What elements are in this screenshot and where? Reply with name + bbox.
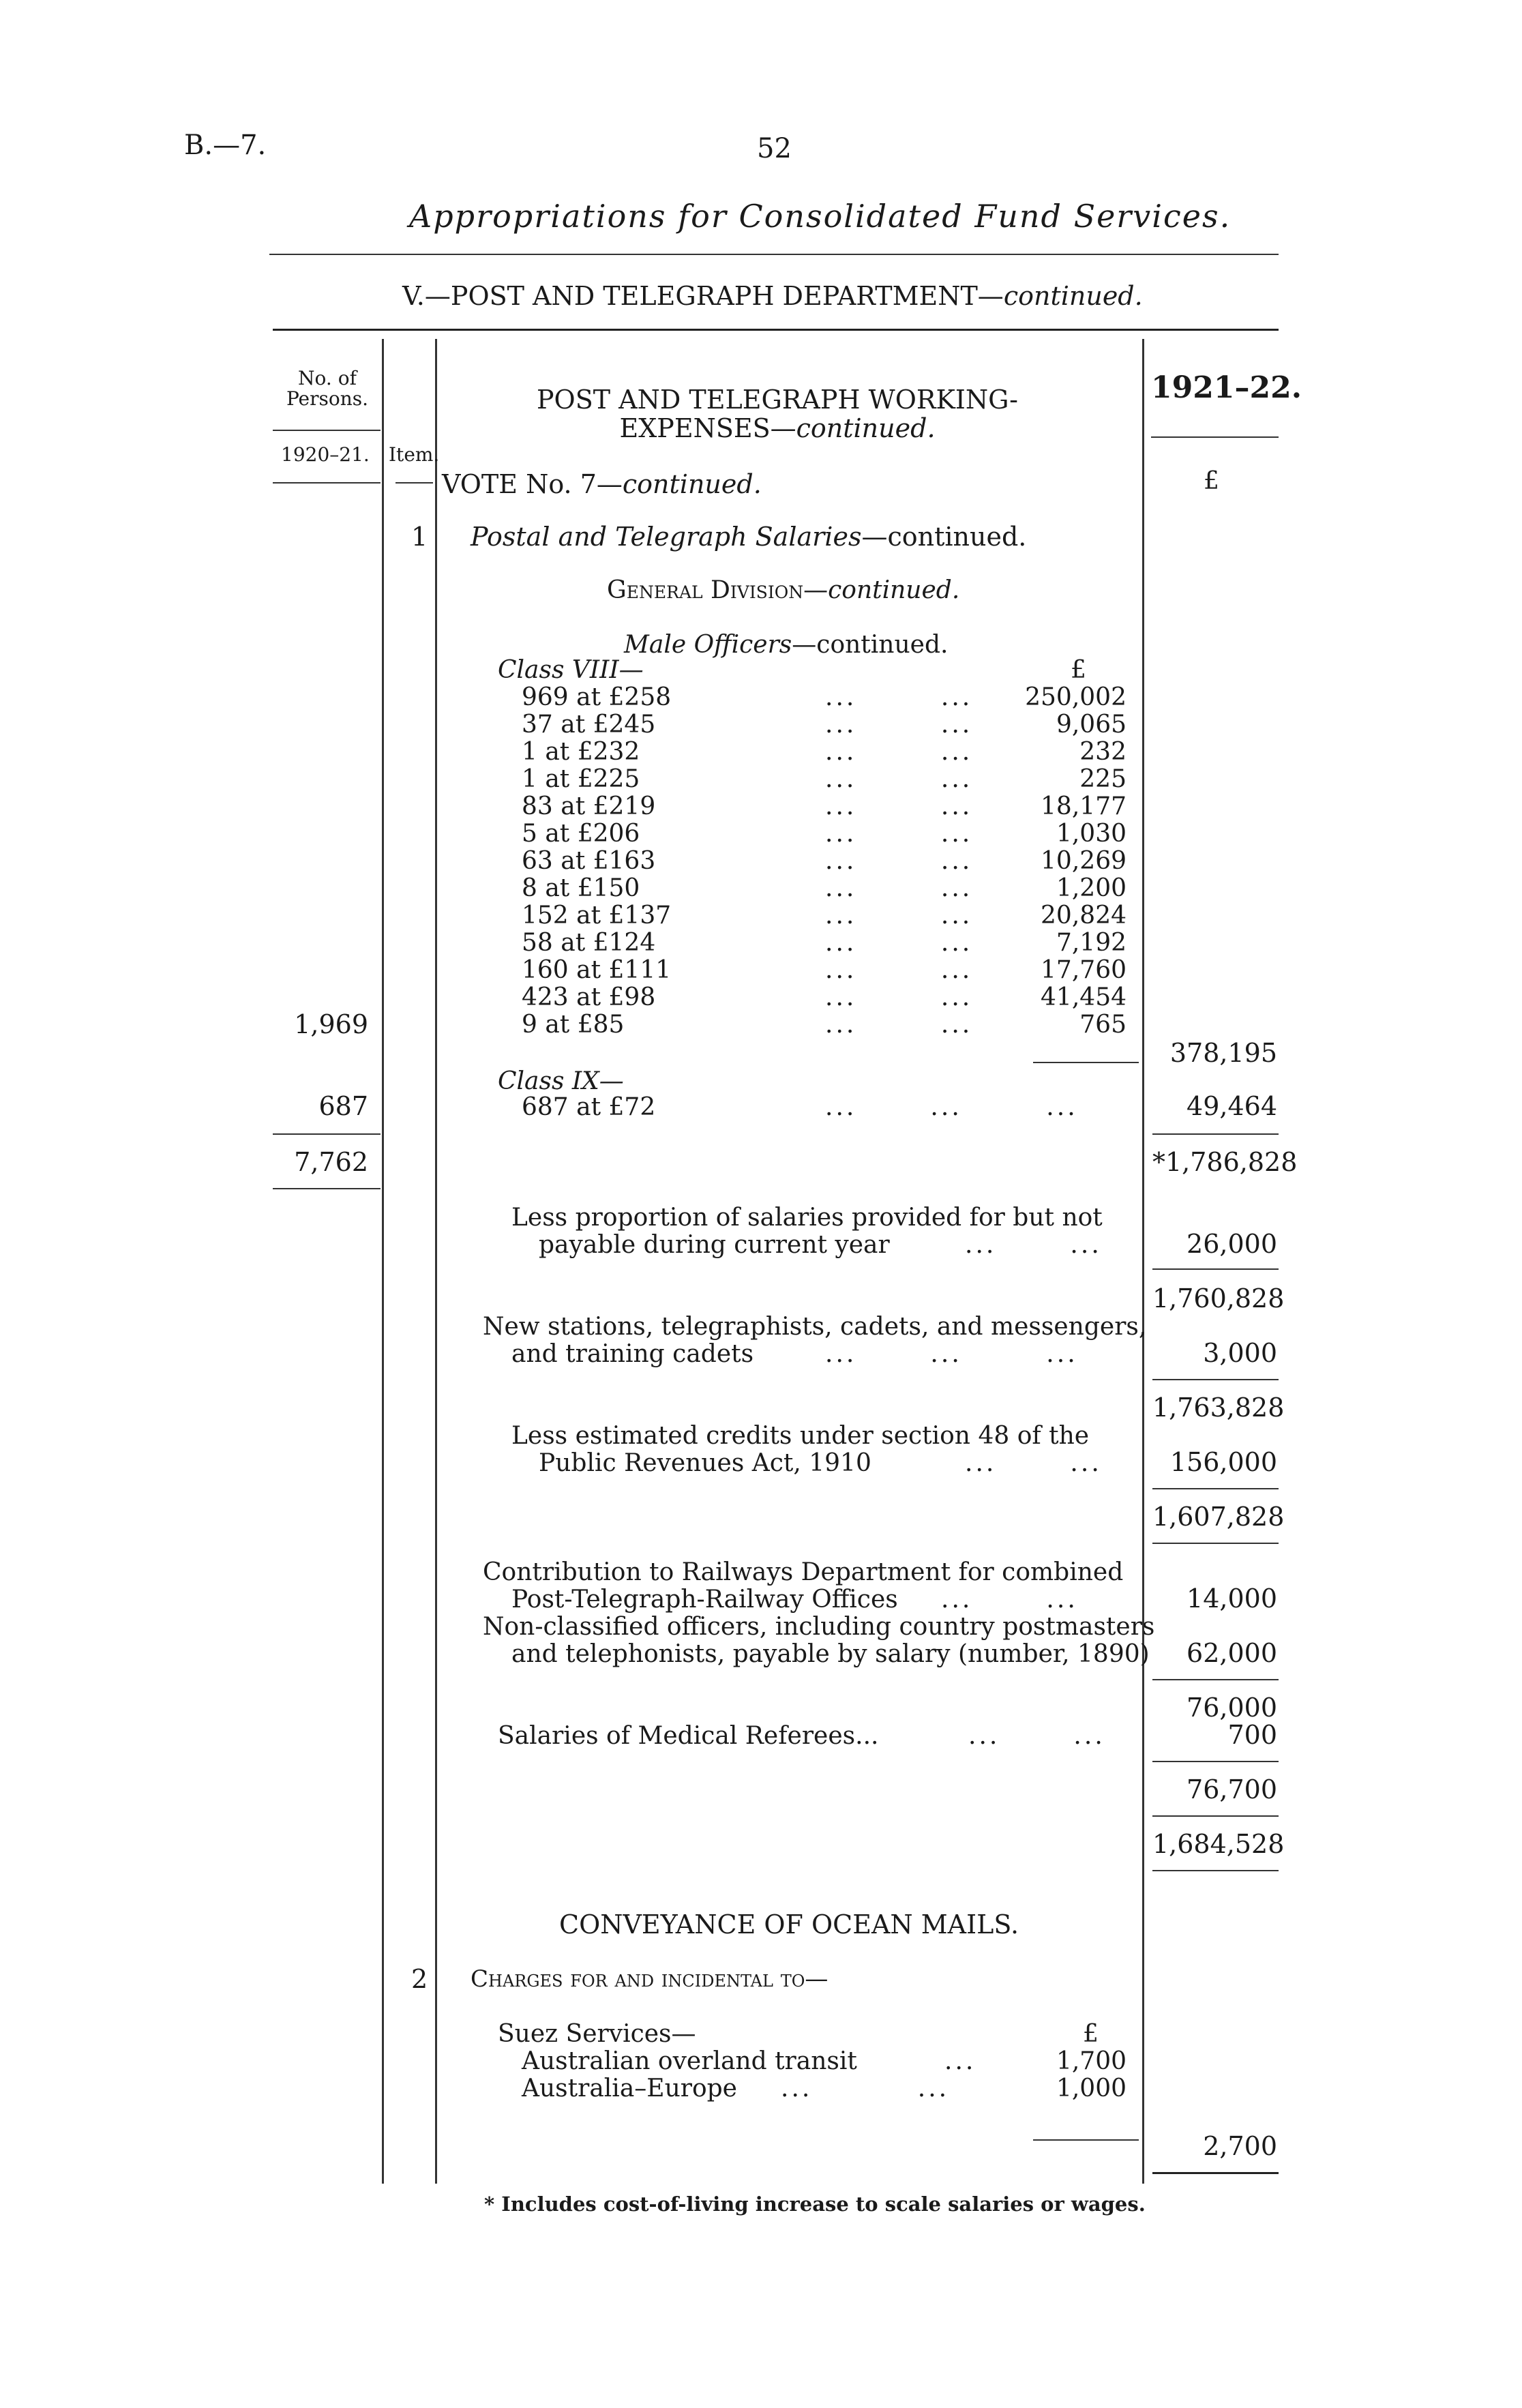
class-viii-row-amount: 225 (1079, 765, 1126, 793)
leader-dots: ... ... (825, 956, 973, 984)
leader-dots: ... ... (825, 902, 973, 930)
suez-row-amount: 1,700 (1056, 2047, 1126, 2075)
class-viii-currency: £ (1071, 656, 1086, 684)
leader-dots: ... ... (825, 683, 973, 711)
amount-total-rule-top (1152, 1133, 1279, 1135)
subtotal-rule-2 (1152, 1379, 1279, 1380)
leader-dots: ... ... (825, 929, 973, 957)
footnote: * Includes cost-of-living increase to scale salaries or wages. (484, 2193, 1146, 2216)
subtotal-1: 1,760,828 (1152, 1283, 1285, 1313)
medical-referees-label: Salaries of Medical Referees... (498, 1722, 879, 1750)
leader-dots: ... ... ... (825, 1093, 1078, 1121)
grand-persons-total: 7,762 (294, 1147, 368, 1177)
suez-currency: £ (1083, 2020, 1099, 2048)
leader-dots: ... ... (825, 820, 973, 848)
less-proportion-line2: payable during current year (539, 1231, 890, 1259)
contribution-line1: Contribution to Railways Department for combined (483, 1558, 1124, 1586)
department-continued: continued. (1003, 281, 1143, 311)
class-viii-row-label: 63 at £163 (522, 847, 656, 875)
class-viii-row-label: 160 at £111 (522, 956, 672, 984)
item-column-rule (435, 339, 437, 2184)
class-ix-row-label: 687 at £72 (522, 1093, 656, 1121)
class-ix-total: 49,464 (1187, 1091, 1277, 1121)
class-ix-heading: Class IX— (498, 1067, 624, 1095)
amount-year-heading: 1921–22. (1151, 370, 1302, 405)
class-viii-row-amount: 9,065 (1056, 711, 1126, 739)
department-name: V.—POST AND TELEGRAPH DEPARTMENT— (402, 281, 1004, 311)
class-viii-row-label: 37 at £245 (522, 711, 656, 739)
leader-dots: ... ... (825, 847, 973, 875)
leader-dots: ... ... (825, 983, 973, 1011)
charges-heading: Charges for and incidental to— (471, 1965, 829, 1993)
class-viii-row-label: 1 at £232 (522, 738, 640, 766)
amount-heading-rule (1151, 436, 1279, 438)
section-title-line1: POST AND TELEGRAPH WORKING- (536, 385, 1019, 415)
suez-services-heading: Suez Services— (498, 2020, 696, 2048)
subtotal-rule-5 (1152, 1761, 1279, 1762)
leader-dots: ... ... (965, 1449, 1102, 1477)
persons-column-rule (382, 339, 384, 2184)
new-stations-line2: and training cadets (511, 1340, 754, 1368)
item-title: Postal and Telegraph Salaries—continued. (471, 522, 1027, 552)
ocean-mails-heading: CONVEYANCE OF OCEAN MAILS. (559, 1909, 1019, 1939)
leader-dots: ... ... (781, 2075, 950, 2102)
class-viii-total: 378,195 (1169, 1038, 1277, 1068)
leader-dots: ... ... (825, 792, 973, 820)
subtotal-rule-4 (1152, 1679, 1279, 1680)
title-rule (269, 254, 1279, 255)
final-rule-top (1152, 1815, 1279, 1817)
amount-currency-label: £ (1204, 467, 1219, 495)
non-classified-line1: Non-classified officers, including country postmasters (483, 1613, 1155, 1641)
section-heading (471, 385, 1084, 443)
class-viii-row-amount: 765 (1079, 1011, 1126, 1039)
class-viii-row-amount: 1,200 (1056, 874, 1126, 902)
suez-row-amount: 1,000 (1056, 2075, 1126, 2102)
class-viii-subtotal-rule (1033, 1062, 1139, 1063)
leader-dots: ... ... (825, 1011, 973, 1039)
male-officers-heading: Male Officers—continued. (624, 631, 949, 659)
class-viii-row-label: 1 at £225 (522, 765, 640, 793)
less-proportion-amount: 26,000 (1187, 1229, 1277, 1259)
non-classified-line2: and telephonists, payable by salary (number, 1890) (511, 1640, 1150, 1668)
table-top-rule (273, 329, 1279, 331)
vote-label: VOTE No. 7—continued. (442, 469, 762, 499)
class-viii-row-amount: 20,824 (1041, 902, 1126, 930)
new-stations-amount: 3,000 (1203, 1338, 1277, 1368)
class-viii-row-label: 83 at £219 (522, 792, 656, 820)
leader-dots: ... ... (825, 765, 973, 793)
item-subheading-rule (396, 482, 433, 484)
class-viii-row-amount: 18,177 (1041, 792, 1126, 820)
page-number: 52 (757, 133, 792, 164)
subtotal-rule-3 (1152, 1488, 1279, 1489)
final-rule-bottom (1152, 1870, 1279, 1871)
subtotal-5: 76,700 (1187, 1774, 1277, 1804)
grand-amount-total: *1,786,828 (1152, 1147, 1298, 1177)
item-number: 1 (411, 522, 428, 552)
class-viii-row-amount: 232 (1079, 738, 1126, 766)
class-viii-row-label: 9 at £85 (522, 1011, 625, 1039)
persons-total-rule-bottom (273, 1188, 380, 1189)
section-final-total: 1,684,528 (1152, 1829, 1285, 1859)
suez-subtotal-rule (1033, 2139, 1139, 2141)
less-credits-line1: Less estimated credits under section 48 of the (511, 1422, 1090, 1450)
class-ix-persons: 687 (318, 1091, 368, 1121)
class-viii-row-label: 5 at £206 (522, 820, 640, 848)
persons-total-rule-top (273, 1133, 380, 1135)
section-title-line2: EXPENSES—continued. (619, 413, 936, 443)
document-ref: B.—7. (184, 130, 267, 161)
leader-dots: ... ... (825, 738, 973, 766)
leader-dots: ... ... (965, 1231, 1102, 1259)
ocean-mails-total: 2,700 (1203, 2131, 1277, 2161)
department-heading (402, 281, 1143, 311)
contribution-amount: 14,000 (1187, 1584, 1277, 1614)
page-title: Appropriations for Consolidated Fund Services. (409, 198, 1232, 235)
leader-dots: ... ... (825, 874, 973, 902)
class-viii-row-label: 58 at £124 (522, 929, 656, 957)
medical-referees-amount: 700 (1227, 1720, 1277, 1750)
item-column-heading: Item. (389, 443, 440, 466)
persons-column-heading: No. of Persons. (286, 367, 369, 410)
item-2-number: 2 (411, 1964, 428, 1994)
non-classified-amount: 62,000 (1187, 1638, 1277, 1668)
subtotal-3: 1,607,828 (1152, 1502, 1285, 1532)
persons-year: 1920–21. (281, 443, 370, 466)
class-viii-row-amount: 1,030 (1056, 820, 1126, 848)
less-credits-amount: 156,000 (1169, 1447, 1277, 1477)
class-viii-row-amount: 250,002 (1025, 683, 1126, 711)
new-stations-line1: New stations, telegraphists, cadets, and messengers, (483, 1313, 1147, 1341)
class-viii-heading: Class VIII— (498, 656, 644, 684)
class-viii-row-amount: 41,454 (1041, 983, 1126, 1011)
subtotal-rule-3b (1152, 1543, 1279, 1544)
less-proportion-line1: Less proportion of salaries provided for but not (511, 1204, 1103, 1232)
division-heading: General Division—continued. (607, 576, 960, 604)
contribution-line2: Post-Telegraph-Railway Offices (511, 1586, 898, 1614)
class-viii-row-label: 423 at £98 (522, 983, 656, 1011)
class-viii-row-label: 152 at £137 (522, 902, 672, 930)
less-credits-line2: Public Revenues Act, 1910 (539, 1449, 871, 1477)
suez-row-label: Australia–Europe (522, 2075, 737, 2102)
class-viii-row-amount: 7,192 (1056, 929, 1126, 957)
suez-row-label: Australian overland transit (522, 2047, 857, 2075)
leader-dots: ... ... (941, 1586, 1078, 1614)
leader-dots: ... (944, 2047, 976, 2075)
class-viii-row-amount: 17,760 (1041, 956, 1126, 984)
leader-dots: ... ... (825, 711, 973, 739)
amount-column-rule (1142, 339, 1144, 2184)
class-viii-row-amount: 10,269 (1041, 847, 1126, 875)
ocean-mails-rule (1152, 2172, 1279, 2174)
persons-subheading-rule (273, 482, 380, 484)
leader-dots: ... ... (968, 1722, 1105, 1750)
subtotal-4: 76,000 (1187, 1693, 1277, 1723)
subtotal-2: 1,763,828 (1152, 1393, 1285, 1423)
persons-heading-rule (273, 430, 380, 431)
leader-dots: ... ... ... (825, 1340, 1078, 1368)
class-viii-persons: 1,969 (294, 1009, 368, 1039)
class-viii-row-label: 969 at £258 (522, 683, 672, 711)
subtotal-rule-1 (1152, 1268, 1279, 1270)
class-viii-row-label: 8 at £150 (522, 874, 640, 902)
